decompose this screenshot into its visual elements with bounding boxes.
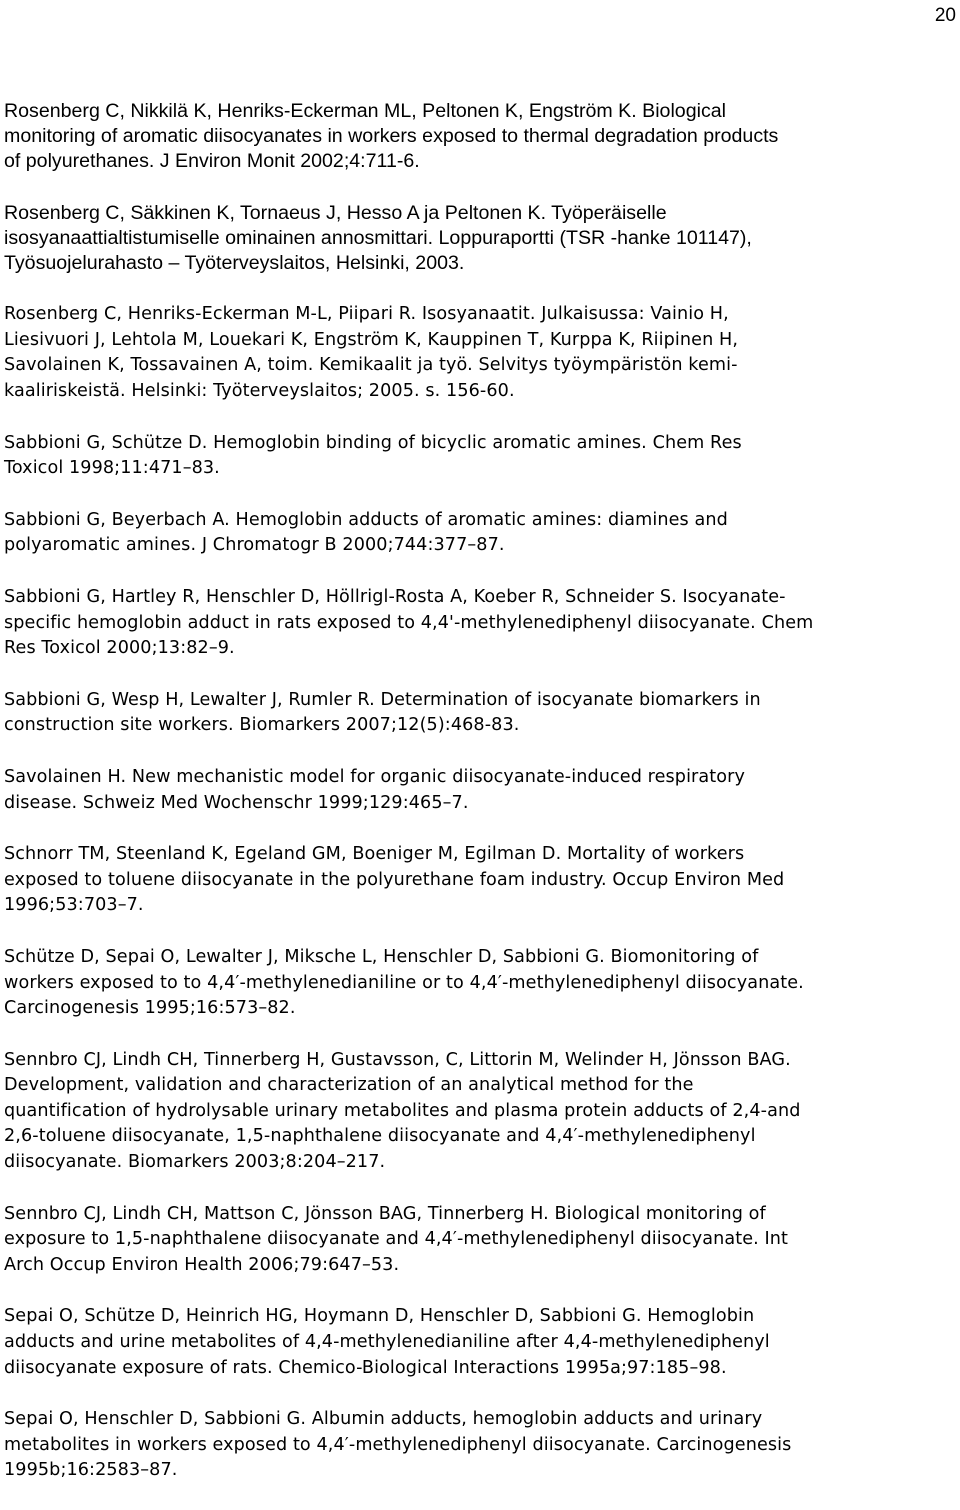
reference-line: 1995b;16:2583–87. [4,1460,178,1481]
reference-line: 1996;53:703–7. [4,895,144,916]
reference-entry [4,201,958,277]
reference-entry [4,1304,958,1381]
reference-entry [4,1048,958,1176]
reference-line: quantification of hydrolysable urinary metabolites and plasma protein adducts of 2,4-and [4,1100,801,1121]
reference-line: Sabbioni G, Schütze D. Hemoglobin binding of bicyclic aromatic amines. Chem Res [4,432,742,453]
reference-entry [4,302,958,404]
reference-line: exposed to toluene diisocyanate in the polyurethane foam industry. Occup Environ Med [4,869,785,890]
reference-entry [4,688,958,739]
reference-line: Sabbioni G, Hartley R, Henschler D, Höllrigl-Rosta A, Koeber R, Schneider S. Isocyanate- [4,586,786,607]
page-number: 20 [934,5,956,26]
reference-line: metabolites in workers exposed to 4,4′-methylenediphenyl diisocyanate. Carcinogenesis [4,1434,792,1455]
reference-line: Schnorr TM, Steenland K, Egeland GM, Boeniger M, Egilman D. Mortality of workers [4,844,745,865]
reference-line: specific hemoglobin adduct in rats exposed to 4,4'-methylenediphenyl diisocyanate. Chem [4,612,814,633]
reference-entry [4,765,958,816]
reference-line: disease. Schweiz Med Wochenschr 1999;129:465–7. [4,792,469,813]
reference-line: Sepai O, Schütze D, Heinrich HG, Hoymann D, Henschler D, Sabbioni G. Hemoglobin [4,1306,755,1327]
reference-line: Rosenberg C, Säkkinen K, Tornaeus J, Hesso A ja Peltonen K. Työperäiselle [4,201,667,224]
reference-entry [4,1407,958,1484]
reference-line: diisocyanate exposure of rats. Chemico-Biological Interactions 1995a;97:185–98. [4,1357,727,1378]
reference-line: adducts and urine metabolites of 4,4-methylenedianiline after 4,4-methylenediphenyl [4,1332,770,1353]
reference-line: Sabbioni G, Beyerbach A. Hemoglobin adducts of aromatic amines: diamines and [4,509,728,530]
reference-line: construction site workers. Biomarkers 2007;12(5):468-83. [4,715,520,736]
reference-entry [4,945,958,1022]
reference-line: Sabbioni G, Wesp H, Lewalter J, Rumler R. Determination of isocyanate biomarkers in [4,689,761,710]
reference-entry [4,99,958,175]
reference-line: polyaromatic amines. J Chromatogr B 2000;744:377–87. [4,535,505,556]
reference-list [4,99,958,1510]
reference-line: Schütze D, Sepai O, Lewalter J, Miksche L, Henschler D, Sabbioni G. Biomonitoring of [4,946,759,967]
reference-entry [4,508,958,559]
reference-line: Rosenberg C, Henriks-Eckerman M-L, Piipari R. Isosyanaatit. Julkaisussa: Vainio H, [4,304,729,325]
reference-line: Liesivuori J, Lehtola M, Louekari K, Engström K, Kauppinen T, Kurppa K, Riipinen H, [4,329,739,350]
reference-line: Savolainen K, Tossavainen A, toim. Kemikaalit ja työ. Selvitys työympäristön kemi- [4,355,738,376]
reference-line: Toxicol 1998;11:471–83. [4,458,220,479]
reference-line: 2,6-toluene diisocyanate, 1,5-naphthalene diisocyanate and 4,4′-methylenediphenyl [4,1126,756,1147]
reference-line: diisocyanate. Biomarkers 2003;8:204–217. [4,1152,386,1173]
reference-entry [4,842,958,919]
reference-line: Res Toxicol 2000;13:82–9. [4,638,235,659]
reference-entry [4,585,958,662]
reference-line: Carcinogenesis 1995;16:573–82. [4,998,296,1019]
reference-line: Sennbro CJ, Lindh CH, Mattson C, Jönsson BAG, Tinnerberg H. Biological monitoring of [4,1203,766,1224]
reference-line: Rosenberg C, Nikkilä K, Henriks-Eckerman ML, Peltonen K, Engström K. Biological [4,100,726,122]
reference-line: Arch Occup Environ Health 2006;79:647–53. [4,1254,400,1275]
reference-line: Sepai O, Henschler D, Sabbioni G. Albumin adducts, hemoglobin adducts and urinary [4,1409,763,1430]
reference-line: exposure to 1,5-naphthalene diisocyanate and 4,4′-methylenediphenyl diisocyanate. Int [4,1229,789,1250]
reference-line: isosyanaattialtistumiselle ominainen annosmittari. Loppuraportti (TSR -hanke 101147), [4,226,752,249]
reference-line: of polyurethanes. J Environ Monit 2002;4:711-6. [4,150,420,173]
reference-line: Savolainen H. New mechanistic model for organic diisocyanate-induced respiratory [4,766,745,787]
reference-line: Työsuojelurahasto – Työterveyslaitos, Helsinki, 2003. [4,252,465,275]
reference-line: monitoring of aromatic diisocyanates in workers exposed to thermal degradation products [4,125,779,148]
reference-line: workers exposed to to 4,4′-methylenedianiline or to 4,4′-methylenediphenyl diisocyanate. [4,972,804,993]
reference-line: Sennbro CJ, Lindh CH, Tinnerberg H, Gustavsson, C, Littorin M, Welinder H, Jönsson BAG. [4,1049,791,1070]
reference-line: Development, validation and characterization of an analytical method for the [4,1075,694,1096]
reference-line: kaaliriskeistä. Helsinki: Työterveyslaitos; 2005. s. 156-60. [4,381,515,401]
reference-entry [4,1202,958,1279]
reference-entry [4,431,958,482]
